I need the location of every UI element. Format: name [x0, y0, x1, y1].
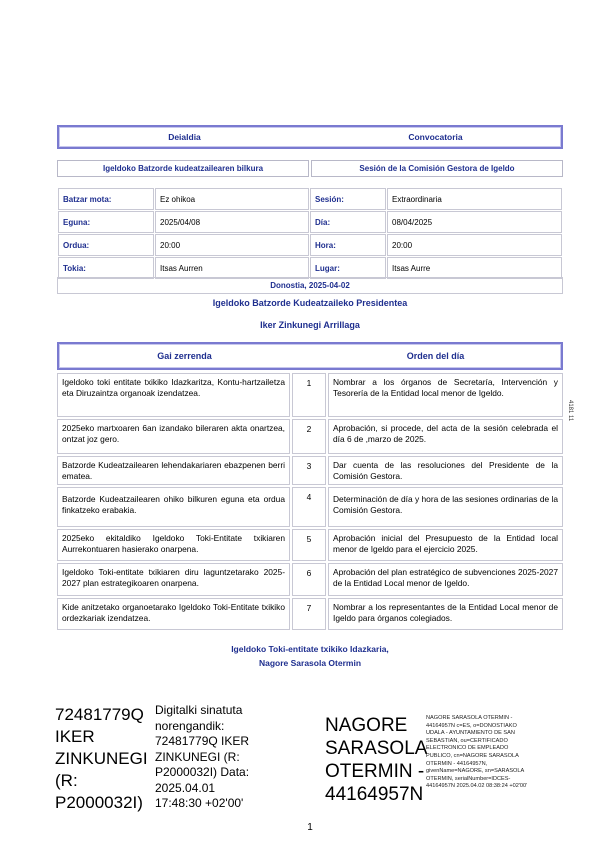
- agenda-item-number: 4: [292, 487, 326, 527]
- meta-row: [58, 234, 562, 256]
- meta-value-eu: Itsas Aurren: [155, 257, 309, 279]
- meta-label-eu: Tokia:: [58, 257, 154, 279]
- agenda-row: [57, 487, 563, 527]
- agenda-header-es: Orden del día: [406, 351, 465, 361]
- meta-value-es: Extraordinaria: [387, 188, 562, 210]
- agenda-row: [57, 456, 563, 485]
- agenda-item-number: 2: [292, 419, 326, 454]
- agenda-header: [57, 342, 563, 370]
- header-es: Convocatoria: [408, 132, 463, 142]
- meta-value-eu: 2025/04/08: [155, 211, 309, 233]
- side-code: 4181 11: [567, 400, 573, 422]
- page-number: 1: [307, 822, 313, 833]
- meta-label-es: Día:: [310, 211, 386, 233]
- signature-1-details: Digitalki sinatuta norengandik: 72481779Q IKER ZINKUNEGI (R: P2000032I) Data: 2025.04.01 17:48:30 +02'00': [155, 703, 250, 810]
- agenda-item-es: Aprobación, si procede, del acta de la sesión celebrada el día 6 de ,marzo de 2025.: [328, 419, 563, 454]
- agenda-item-eu: 2025eko ekitaldiko Igeldoko Toki-Entitate txikiaren Aurrekontuaren hasierako onarpena.: [57, 529, 290, 561]
- meta-value-es: Itsas Aurre: [387, 257, 562, 279]
- meta-label-es: Hora:: [310, 234, 386, 256]
- meta-label-es: Lugar:: [310, 257, 386, 279]
- signature-1-name: 72481779Q IKER ZINKUNEGI (R: P2000032I): [55, 705, 148, 812]
- agenda-item-number: 3: [292, 456, 326, 485]
- agenda-item-eu: Igeldoko Toki-entitate txikiaren diru laguntzetarako 2025-2027 plan estrategikoaren onarpena.: [57, 563, 290, 596]
- agenda-item-number: 6: [292, 563, 326, 596]
- agenda-row: [57, 563, 563, 596]
- place-date: Donostia, 2025-04-02: [57, 277, 563, 294]
- agenda-row: [57, 419, 563, 454]
- meta-row: [58, 257, 562, 279]
- meta-label-es: Sesión:: [310, 188, 386, 210]
- header-box: [57, 125, 563, 149]
- agenda-item-es: Aprobación del plan estratégico de subvenciones 2025-2027 de la Entidad Local menor de Igeldo.: [328, 563, 563, 596]
- meta-label-eu: Batzar mota:: [58, 188, 154, 210]
- secretary-title: Igeldoko Toki-entitate txikiko Idazkaria,: [231, 644, 389, 654]
- session-es: Sesión de la Comisión Gestora de Igeldo: [311, 160, 563, 177]
- president-name: Iker Zinkunegi Arrillaga: [260, 320, 360, 330]
- meta-row: [58, 188, 562, 210]
- agenda-item-es: Aprobación inicial del Presupuesto de la Entidad local menor de Igeldo para el ejercicio 2025.: [328, 529, 563, 561]
- meta-label-eu: Eguna:: [58, 211, 154, 233]
- agenda-item-number: 7: [292, 598, 326, 630]
- meta-value-es: 08/04/2025: [387, 211, 562, 233]
- agenda-row: [57, 598, 563, 630]
- meta-value-es: 20:00: [387, 234, 562, 256]
- meta-label-eu: Ordua:: [58, 234, 154, 256]
- agenda-item-es: Determinación de día y hora de las sesiones ordinarias de la Comisión Gestora.: [328, 487, 563, 527]
- agenda-item-es: Nombrar a los órganos de Secretaría, Intervención y Tesorería de la Entidad local menor de Igeldo.: [328, 373, 563, 417]
- session-row: [57, 160, 563, 177]
- agenda-item-eu: Batzorde Kudeatzailearen ohiko bilkuren eguna eta ordua finkatzeko erabakia.: [57, 487, 290, 527]
- agenda-row: [57, 373, 563, 417]
- agenda-header-eu: Gai zerrenda: [157, 351, 212, 361]
- president-title: Igeldoko Batzorde Kudeatzaileko Presidentea: [212, 298, 408, 308]
- header-eu: Deialdia: [168, 132, 201, 142]
- signature-2-name: NAGORE SARASOLA OTERMIN - 44164957N: [325, 715, 427, 805]
- agenda-item-es: Dar cuenta de las resoluciones del Presidente de la Comisión Gestora.: [328, 456, 563, 485]
- agenda-item-es: Nombrar a los representantes de la Entidad Local menor de Igeldo para órganos colegiados.: [328, 598, 563, 630]
- meta-value-eu: 20:00: [155, 234, 309, 256]
- agenda-item-eu: Batzorde Kudeatzailearen lehendakariaren ebazpenen berri ematea.: [57, 456, 290, 485]
- agenda-item-number: 1: [292, 373, 326, 417]
- signature-2-details: NAGORE SARASOLA OTERMIN - 44164957N c=ES, o=DONOSTIAKO UDALA - AYUNTAMIENTO DE SAN SEBASTIAN, ou=CERTIFICADO ELECTRONICO DE EMPLEADO PUBLICO, cn=NAGORE SARASOLA OTERMIN - 44164957N, givenName=NAGORE, sn=SARASOLA OTERMIN, serialNumber=IDCES-44164957N 2025.04.02 08:38:24 +02'00': [426, 715, 528, 790]
- agenda-item-eu: Igeldoko toki entitate txikiko Idazkaritza, Kontu-hartzailetza eta Diruzaintza organoak izendatzea.: [57, 373, 290, 417]
- agenda-item-eu: Kide anitzetako organoetarako Igeldoko Toki-Entitate txikiko ordezkariak izendatzea.: [57, 598, 290, 630]
- agenda-row: [57, 529, 563, 561]
- session-eu: Igeldoko Batzorde kudeatzailearen bilkura: [57, 160, 309, 177]
- agenda-item-eu: 2025eko martxoaren 6an izandako bileraren akta onartzea, ontzat joz gero.: [57, 419, 290, 454]
- meta-value-eu: Ez ohikoa: [155, 188, 309, 210]
- meta-table: [57, 187, 563, 280]
- agenda-item-number: 5: [292, 529, 326, 561]
- meta-row: [58, 211, 562, 233]
- secretary-name: Nagore Sarasola Otermin: [258, 658, 362, 668]
